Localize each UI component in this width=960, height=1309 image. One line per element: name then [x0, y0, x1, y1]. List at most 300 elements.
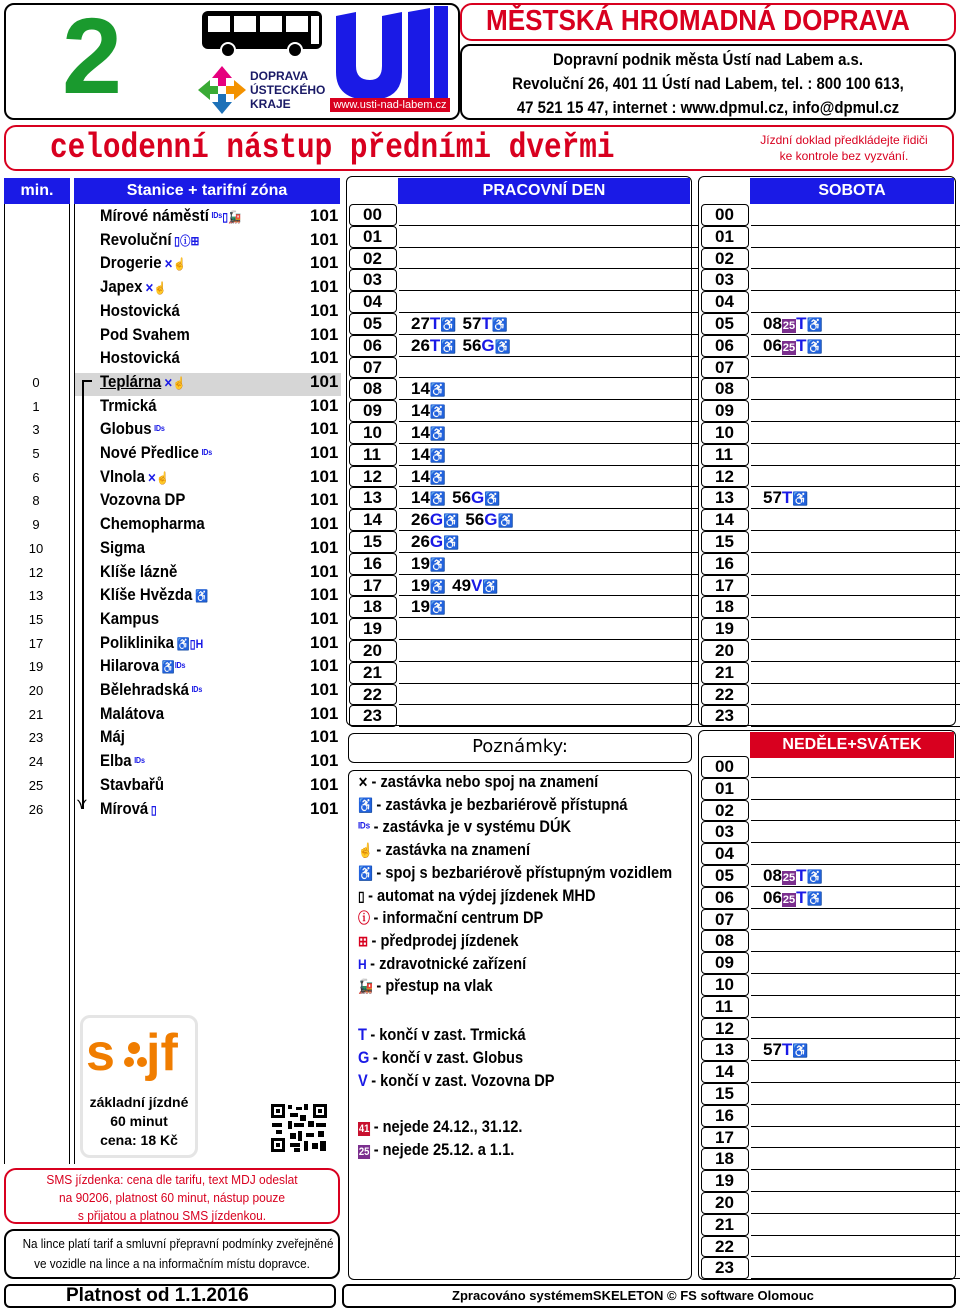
departure-minute: 57	[763, 488, 782, 508]
stop-name-text: Globus	[100, 419, 152, 439]
hour-label: 01	[363, 226, 382, 246]
wheelchair-icon: ♿	[484, 491, 501, 507]
hour-row-line	[751, 596, 960, 618]
sms-info	[8, 1171, 336, 1225]
stop-name	[100, 253, 186, 273]
hour-row-line	[751, 1061, 960, 1083]
stop-name-text: Elba	[100, 751, 132, 771]
hour-label: 14	[715, 510, 734, 530]
stop-name-text: Hostovická	[100, 348, 180, 368]
hour-row-line	[399, 705, 739, 727]
exception-25-icon: 25	[782, 872, 796, 884]
stop-name	[100, 490, 185, 510]
hour-label: 17	[715, 1127, 734, 1147]
weekday-header: PRACOVNÍ DEN	[398, 178, 690, 204]
route-line	[82, 381, 84, 809]
hour-label: 04	[715, 844, 734, 864]
hour-row-line	[751, 1214, 960, 1236]
qr-code-icon	[270, 1103, 328, 1153]
hour-label: 16	[363, 553, 382, 573]
stop-name-text: Kampus	[100, 608, 160, 628]
departures	[763, 887, 829, 910]
stop-name-text: Revoluční	[100, 229, 172, 249]
suffix-text: - končí v zast. Globus	[372, 1048, 524, 1067]
hour-label: 18	[715, 597, 734, 617]
stations-header: Stanice + tarifní zóna	[74, 178, 340, 204]
hour-row-line	[399, 269, 739, 291]
route-suffix: G	[484, 510, 498, 530]
wheelchair-icon: ♿	[792, 491, 809, 507]
stop-facility-icons: ᴵᴰˢ	[191, 684, 203, 698]
notes-title: Poznámky:	[472, 736, 568, 757]
stop-name	[100, 704, 164, 724]
hour-label: 23	[715, 706, 734, 726]
departure-minute: 14	[411, 401, 430, 421]
departures	[411, 553, 452, 576]
legend-text: - přestup na vlak	[376, 976, 493, 996]
stop-minute: 0	[32, 374, 40, 390]
sejf-price	[84, 1093, 194, 1150]
hour-label: 20	[363, 641, 382, 660]
saturday-header: SOBOTA	[750, 178, 954, 204]
stop-facility-icons: ᴵᴰˢ	[201, 447, 213, 461]
hour-label: 20	[715, 641, 734, 660]
stop-name	[100, 633, 203, 653]
hour-row-line	[399, 662, 739, 684]
departure	[465, 510, 513, 529]
departures	[411, 487, 506, 510]
stop-zone: 101	[310, 206, 339, 225]
stop-minute: 8	[32, 493, 40, 509]
legend-symbol-icon: ⓘ	[358, 910, 371, 927]
legend-item	[358, 863, 672, 883]
departure-minute: 26	[411, 510, 430, 530]
stop-zone: 101	[310, 798, 339, 818]
hour-row-line	[751, 821, 960, 843]
departure	[411, 510, 459, 529]
departure	[411, 336, 457, 355]
hour-row-line	[751, 843, 960, 865]
legend-text: - automat na výdej jízdenek MHD	[368, 885, 596, 905]
stop-zone: 101	[310, 561, 339, 581]
wheelchair-icon: ♿	[497, 513, 514, 529]
departures	[411, 531, 465, 554]
exception-text: - nejede 25.12. a 1.1.	[373, 1140, 515, 1159]
hour-row-line	[751, 553, 960, 575]
suffix-symbol: G	[358, 1048, 370, 1067]
legend-item	[358, 976, 493, 996]
route-suffix: T	[429, 314, 441, 333]
hour-label: 19	[363, 619, 382, 639]
sejf-line: cena: 18 Kč	[100, 1132, 178, 1148]
departure	[463, 314, 509, 333]
footer-credit: Zpracováno systémemSKELETON © FS software Olomouc	[452, 1288, 814, 1303]
logo-text	[250, 69, 325, 111]
wheelchair-icon: ♿	[806, 890, 823, 906]
hour-row-line	[751, 400, 960, 422]
stop-minute: 5	[32, 446, 40, 461]
stop-name-text: Bělehradská	[100, 680, 189, 699]
stop-zone: 101	[310, 419, 339, 439]
ticket-note-line: Jízdní doklad předkládejte řidiči	[760, 133, 928, 147]
departures	[763, 487, 815, 510]
hour-row-line	[399, 618, 739, 640]
departure	[411, 467, 446, 486]
departure	[411, 401, 446, 420]
stop-name	[100, 680, 202, 700]
hour-row-line	[751, 974, 960, 996]
stop-zone: 101	[310, 656, 339, 676]
wheelchair-icon: ♿	[491, 317, 508, 332]
legend-text: - zastávka je v systému DÚK	[373, 817, 572, 837]
route-suffix: T	[481, 314, 492, 333]
stop-zone: 101	[310, 751, 339, 771]
hour-row-line	[751, 800, 960, 822]
hour-row-line	[751, 996, 960, 1018]
departure	[452, 488, 500, 507]
tariff-line: Na lince platí tarif a smluvní přepravní podmínky zveřejněné	[22, 1236, 334, 1251]
departures	[411, 313, 514, 336]
stop-name	[100, 751, 145, 771]
departure	[411, 532, 459, 551]
wheelchair-icon: ♿	[494, 338, 511, 354]
logo-text-line: DOPRAVA	[250, 69, 309, 83]
wheelchair-icon: ♿	[806, 317, 823, 332]
hour-label: 08	[715, 379, 734, 399]
sms-line: na 90206, platnost 60 minut, nástup pouze	[58, 1190, 286, 1205]
hour-label: 09	[715, 401, 734, 421]
departure	[763, 488, 809, 507]
hour-row-line	[751, 1018, 960, 1040]
svg-text:s: s	[86, 1024, 115, 1082]
hour-label: 05	[715, 314, 734, 333]
stop-minute: 10	[28, 540, 44, 556]
hour-row-line	[751, 618, 960, 640]
stop-name	[100, 514, 205, 534]
hour-row-line	[751, 640, 960, 662]
hour-label: 16	[715, 1105, 734, 1125]
stop-name-text: Klíše lázně	[100, 561, 178, 581]
svg-text:jf: jf	[146, 1024, 178, 1082]
tariff-note	[6, 1234, 338, 1274]
legend-text: - předprodej jízdenek	[371, 930, 519, 950]
stop-zone: 101	[310, 608, 339, 628]
suffix-text: - končí v zast. Vozovna DP	[371, 1071, 555, 1090]
operator-line: 47 521 15 47, internet : www.dpmul.cz, info@dpmul.cz	[516, 98, 900, 117]
hour-label: 09	[363, 401, 382, 421]
exception-item	[358, 1140, 514, 1160]
hour-label: 21	[715, 1214, 734, 1234]
suffix-item	[358, 1071, 555, 1091]
departure	[411, 314, 457, 333]
exception-25-icon: 25	[782, 893, 796, 906]
departure-minute: 14	[411, 423, 430, 442]
suffix-text: - končí v zast. Trmická	[370, 1025, 526, 1044]
departure-minute: 14	[411, 488, 430, 508]
departures	[763, 865, 829, 888]
hour-label: 14	[363, 510, 382, 530]
hour-label: 14	[715, 1062, 734, 1082]
route-suffix: T	[781, 488, 793, 508]
legend-symbol-icon: ♿	[358, 864, 373, 881]
stop-facility-icons: ♿▯H	[176, 636, 204, 651]
legend-symbol-icon: H	[358, 955, 367, 972]
legend-text: - spoj s bezbariérově přístupným vozidlem	[376, 862, 673, 882]
stop-minute: 9	[32, 517, 40, 533]
departure	[463, 336, 511, 355]
wheelchair-icon: ♿	[429, 404, 447, 420]
stop-minute: 19	[28, 659, 44, 675]
hour-label: 10	[715, 423, 734, 442]
hour-label: 05	[715, 866, 734, 885]
departure-minute: 19	[411, 597, 430, 617]
hour-row-line	[751, 575, 960, 597]
stop-zone: 101	[310, 585, 339, 605]
hour-row-line	[751, 1105, 960, 1127]
hour-label: 00	[363, 205, 382, 224]
hour-label: 20	[715, 1193, 734, 1212]
hour-label: 08	[363, 379, 382, 399]
usti-logo-icon	[330, 6, 452, 102]
stop-facility-icons: ♿	[194, 589, 209, 604]
route-suffix: T	[796, 314, 807, 333]
logo-url: www.usti-nad-labem.cz	[330, 98, 450, 112]
legend-item	[358, 840, 530, 860]
legend-symbol-icon: ♿	[358, 796, 373, 813]
stop-name-text: Mírové náměstí	[100, 206, 209, 225]
sms-line: SMS jízdenka: cena dle tarifu, text MDJ odeslat	[46, 1172, 298, 1187]
departure-minute: 26	[411, 335, 430, 355]
hour-label: 11	[715, 444, 733, 464]
stop-facility-icons: ✕☝	[164, 257, 187, 272]
hour-row-line	[751, 357, 960, 379]
stop-minute: 1	[32, 398, 40, 414]
departure	[411, 597, 446, 616]
hour-label: 21	[363, 662, 382, 682]
legend-item	[358, 795, 628, 815]
stop-name-text: Drogerie	[100, 253, 162, 273]
stop-name	[100, 799, 157, 819]
exception-text: - nejede 24.12., 31.12.	[373, 1117, 523, 1136]
hour-label: 04	[715, 292, 734, 312]
hour-label: 19	[715, 1171, 734, 1191]
hour-row-line	[751, 952, 960, 974]
wheelchair-icon: ♿	[429, 447, 447, 463]
stop-zone: 101	[310, 371, 339, 391]
route-suffix: V	[471, 575, 483, 595]
stop-name	[100, 325, 190, 345]
legend-symbol-icon: ⊞	[358, 932, 369, 949]
hour-label: 23	[715, 1258, 734, 1278]
stop-zone: 101	[310, 277, 339, 297]
hour-label: 16	[715, 553, 734, 573]
hour-label: 13	[715, 1040, 734, 1060]
sejf-line: 60 minut	[110, 1113, 168, 1129]
hour-label: 15	[363, 532, 382, 551]
legend-item	[358, 886, 596, 906]
hour-row-line	[751, 756, 960, 778]
stop-minute: 21	[28, 706, 44, 722]
stop-facility-icons: ✕☝	[147, 470, 170, 485]
stop-name-text: Nové Předlice	[100, 443, 199, 462]
departure-minute: 06	[763, 335, 782, 355]
hour-label: 12	[363, 466, 382, 486]
wheelchair-icon: ♿	[806, 869, 823, 884]
hour-label: 22	[715, 1236, 734, 1256]
hour-label: 12	[715, 466, 734, 486]
wheelchair-icon: ♿	[429, 469, 447, 485]
stop-name-text: Hilarova	[100, 656, 160, 676]
hour-row-line	[399, 248, 739, 270]
stop-facility-icons: ✕☝	[163, 375, 186, 390]
hour-label: 10	[715, 975, 734, 994]
departure	[763, 888, 823, 907]
stop-name	[100, 396, 157, 416]
hour-row-line	[751, 1170, 960, 1192]
legend-text: - informační centrum DP	[373, 908, 544, 928]
stop-name	[100, 301, 180, 321]
hour-label: 17	[363, 575, 382, 595]
stop-facility-icons: ▯	[150, 802, 157, 817]
legend-symbol-icon: ✕	[358, 774, 369, 790]
stop-name-text: Sigma	[100, 537, 145, 557]
stop-facility-icons: ✕☝	[145, 281, 168, 296]
wheelchair-icon: ♿	[440, 338, 457, 354]
hour-row-line	[751, 444, 960, 466]
legend-text: - zastávka je bezbariérově přístupná	[376, 794, 628, 814]
exception-25-icon: 25	[782, 320, 796, 332]
wheelchair-icon: ♿	[429, 426, 447, 441]
hour-row-line	[751, 684, 960, 706]
legend-item	[358, 772, 598, 792]
stop-zone: 101	[310, 300, 339, 320]
hour-label: 22	[715, 684, 734, 704]
departure	[763, 336, 823, 355]
hour-row-line	[751, 1192, 960, 1214]
departures	[763, 335, 829, 358]
hour-label: 15	[715, 1084, 734, 1103]
legend-item	[358, 908, 543, 928]
departure	[763, 866, 823, 885]
hour-row-line	[751, 1083, 960, 1105]
route-suffix: G	[481, 335, 495, 355]
stop-name	[100, 656, 186, 676]
suffix-symbol: V	[358, 1071, 368, 1090]
wheelchair-icon: ♿	[443, 535, 460, 550]
operator-line: Dopravní podnik města Ústí nad Labem a.s.	[552, 50, 864, 69]
departure-minute: 19	[411, 575, 430, 595]
stop-zone: 101	[310, 324, 339, 344]
operator-info	[470, 48, 946, 120]
departure-minute: 56	[452, 488, 472, 508]
stop-minute: 26	[28, 801, 44, 817]
hour-row-line	[751, 248, 960, 270]
hour-label: 00	[715, 757, 734, 776]
route-arrow-icon: ⋎	[76, 796, 88, 813]
hour-label: 22	[363, 684, 382, 704]
sejf-line: základní jízdné	[89, 1094, 189, 1110]
hour-row-line	[751, 378, 960, 400]
stop-name	[100, 419, 165, 439]
hour-row-line	[751, 909, 960, 931]
departure-minute: 56	[462, 335, 482, 355]
departures	[411, 400, 452, 423]
stop-name	[100, 206, 241, 226]
stop-minute: 23	[28, 730, 44, 746]
departures	[763, 1039, 815, 1062]
hour-row-line	[399, 684, 739, 706]
stop-name	[100, 585, 208, 605]
logo-text-line: ÚSTECKÉHO	[250, 83, 326, 97]
departure	[411, 576, 446, 595]
departure	[411, 488, 446, 507]
legend-text: - zastávka nebo spoj na znamení	[371, 772, 599, 791]
exception-symbol-icon: 41	[358, 1123, 370, 1135]
hour-row-line	[751, 1236, 960, 1258]
hour-label: 19	[715, 619, 734, 639]
hour-label: 06	[715, 887, 734, 907]
hour-label: 13	[715, 488, 734, 508]
departures	[411, 378, 452, 401]
departure	[763, 1040, 809, 1059]
stop-minute: 24	[28, 754, 44, 770]
stop-zone: 101	[310, 348, 339, 368]
departures	[763, 313, 829, 336]
stop-minute: 15	[28, 611, 44, 627]
hour-row-line	[751, 1257, 960, 1279]
stop-zone: 101	[310, 703, 339, 723]
stop-zone: 101	[310, 680, 339, 699]
bus-icon	[200, 8, 325, 60]
hour-label: 23	[363, 706, 382, 726]
hour-label: 02	[715, 800, 734, 820]
stop-zone: 101	[310, 443, 339, 462]
hour-label: 07	[363, 357, 382, 377]
hour-row-line	[399, 204, 739, 226]
hour-label: 17	[715, 575, 734, 595]
hour-label: 01	[715, 778, 734, 798]
departures	[411, 596, 452, 619]
hour-label: 08	[715, 931, 734, 951]
hour-row-line	[751, 662, 960, 684]
departure-minute: 06	[763, 887, 782, 907]
stop-name-text: Japex	[100, 277, 143, 297]
stop-minute: 6	[32, 469, 40, 485]
hour-row-line	[399, 640, 739, 662]
boarding-text: celodenní nástup předními dveřmi	[50, 128, 615, 168]
hour-label: 21	[715, 662, 734, 682]
sejf-logo-icon	[84, 1018, 194, 1088]
stations-column-border	[74, 204, 75, 1164]
ticket-note	[738, 132, 950, 164]
stop-name-text: Vozovna DP	[100, 490, 186, 510]
stop-zone: 101	[310, 632, 339, 652]
departures	[411, 509, 520, 532]
wheelchair-icon: ♿	[429, 491, 447, 507]
hour-row-line	[751, 930, 960, 952]
hour-row-line	[751, 466, 960, 488]
stop-minute: 17	[28, 635, 44, 651]
stop-name	[100, 372, 186, 392]
departures	[411, 575, 505, 598]
stop-facility-icons: ᴵᴰˢ▯🚂	[211, 210, 242, 224]
wheelchair-icon: ♿	[443, 513, 460, 529]
stop-name-text: Chemopharma	[100, 514, 205, 534]
hour-label: 18	[715, 1149, 734, 1169]
legend-text: - zastávka na znamení	[376, 840, 531, 860]
wheelchair-icon: ♿	[429, 600, 447, 616]
hour-row-line	[751, 509, 960, 531]
